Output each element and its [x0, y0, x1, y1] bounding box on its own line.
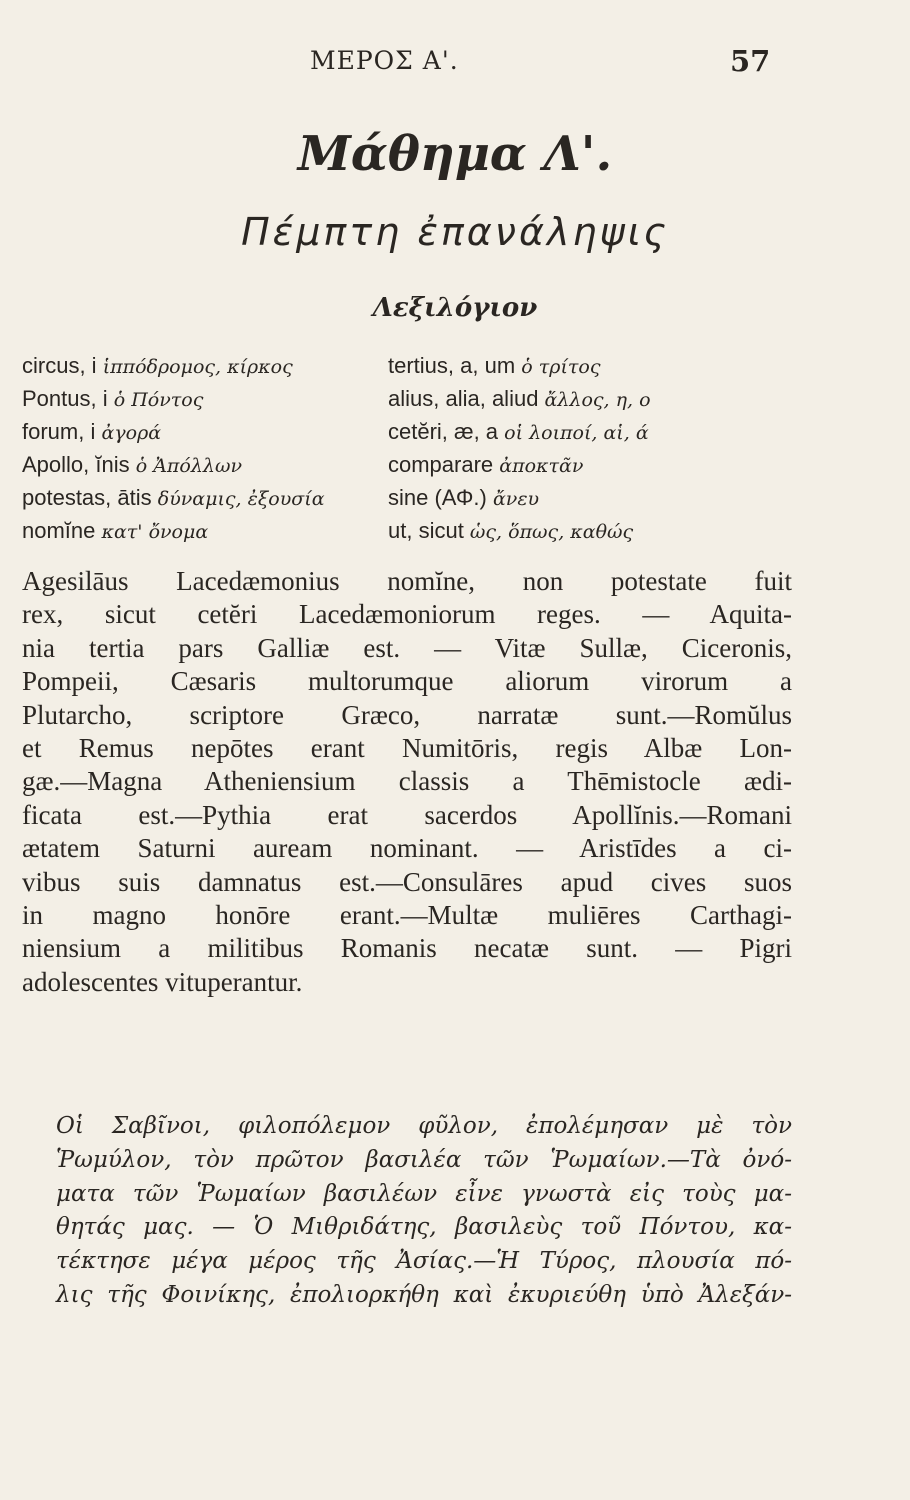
- vocab-greek: ὁ τρίτος: [521, 356, 601, 378]
- vocab-latin: tertius, a, um: [388, 353, 522, 378]
- vocabulary-column-left: [22, 349, 382, 547]
- vocab-entry: [22, 382, 382, 415]
- vocab-entry: [388, 382, 888, 415]
- text-line: τέκτησε μέγα μέρος τῆς Ἀσίας.—Ἡ Τύρος, πλουσία πό-: [56, 1248, 792, 1275]
- vocab-latin: Apollo, ĭnis: [22, 452, 136, 477]
- vocabulary-table: [22, 349, 892, 559]
- text-line: gæ.—Magna Atheniensium classis a Thēmistocle ædi-: [22, 766, 792, 797]
- vocab-greek: ἀποκτᾶν: [499, 455, 584, 477]
- vocab-entry: [388, 349, 888, 382]
- text-line: ætatem Saturni auream nominant. — Aristīdes a ci-: [22, 833, 792, 864]
- vocab-latin: alius, alia, aliud: [388, 386, 545, 411]
- vocab-entry: [22, 415, 382, 448]
- vocab-latin: ut, sicut: [388, 518, 470, 543]
- vocab-greek: δύναμις, ἐξουσία: [157, 488, 325, 510]
- vocab-greek: οἱ λοιποί, αἱ, ά: [504, 422, 649, 444]
- text-line: rex, sicut cetĕri Lacedæmoniorum reges. — Aquita-: [22, 599, 792, 630]
- text-line: λις τῆς Φοινίκης, ἐπολιορκήθη καὶ ἐκυριεύθη ὑπὸ Ἀλεξάν-: [56, 1281, 792, 1308]
- vocab-latin: cetĕri, æ, a: [388, 419, 505, 444]
- vocab-greek: κατ' ὄνομα: [101, 521, 209, 543]
- vocab-entry: [388, 415, 888, 448]
- vocab-latin: circus, i: [22, 353, 103, 378]
- lesson-title: Μάθημα Λ'.: [297, 126, 613, 182]
- text-line: ματα τῶν Ῥωμαίων βασιλέων εἶνε γνωστὰ εἰς τοὺς μα-: [56, 1180, 792, 1207]
- vocab-entry: [388, 514, 888, 547]
- vocab-latin: potestas, ātis: [22, 485, 158, 510]
- vocab-latin: sine (ΑΦ.): [388, 485, 493, 510]
- vocab-greek: ἄλλος, η, ο: [544, 389, 651, 411]
- text-line: ficata est.—Pythia erat sacerdos Apollĭnis.—Romani: [22, 799, 792, 830]
- greek-exercise-paragraph: [22, 1110, 792, 1313]
- vocab-latin: Pontus, i: [22, 386, 114, 411]
- vocabulary-column-right: [388, 349, 888, 547]
- vocab-latin: comparare: [388, 452, 500, 477]
- vocab-greek: ἄνευ: [492, 488, 540, 510]
- text-line: in magno honōre erant.—Multæ muliēres Carthagi-: [22, 900, 792, 931]
- text-line: Οἱ Σαβῖνοι, φιλοπόλεμον φῦλον, ἐπολέμησαν μὲ τὸν: [56, 1113, 792, 1139]
- vocab-greek: ὁ Πόντος: [113, 389, 204, 411]
- vocab-greek: ἱππόδρομος, κίρκος: [102, 356, 293, 378]
- text-line: Agesilāus Lacedæmonius nomĭne, non potestate fuit: [22, 566, 792, 596]
- vocab-entry: [22, 349, 382, 382]
- text-line: nia tertia pars Galliæ est. — Vitæ Sullæ, Ciceronis,: [22, 632, 792, 663]
- text-line: adolescentes vituperantur.: [22, 966, 303, 997]
- text-line: niensium a militibus Romanis necatæ sunt. — Pigri: [22, 933, 792, 964]
- vocabulary-heading: Λεξιλόγιον: [372, 293, 538, 323]
- vocab-entry: [22, 514, 382, 547]
- text-line: θητάς μας. — Ὁ Μιθριδάτης, βασιλεὺς τοῦ Πόντου, κα-: [56, 1214, 792, 1241]
- page-number: 57: [730, 44, 771, 78]
- running-head: [0, 46, 910, 86]
- text-line: Pompeii, Cæsaris multorumque aliorum virorum a: [22, 666, 792, 697]
- vocab-greek: ὡς, ὅπως, καθώς: [469, 521, 634, 543]
- text-line: et Remus nepōtes erant Numitōris, regis Albæ Lon-: [22, 733, 792, 764]
- vocab-latin: forum, i: [22, 419, 102, 444]
- text-line: vibus suis damnatus est.—Consulāres apud cives suos: [22, 866, 792, 897]
- vocab-entry: [388, 448, 888, 481]
- latin-exercise-paragraph: [22, 565, 792, 999]
- running-head-title: ΜΕΡΟΣ Α'.: [310, 46, 459, 75]
- lesson-subtitle: Πέμπτη ἐπανάληψις: [241, 210, 669, 254]
- vocab-greek: ὁ Ἀπόλλων: [135, 455, 242, 477]
- vocab-entry: [22, 481, 382, 514]
- vocab-entry: [388, 481, 888, 514]
- vocab-latin: nomĭne: [22, 518, 102, 543]
- vocab-greek: ἀγορά: [101, 422, 162, 444]
- text-line: Ῥωμύλον, τὸν πρῶτον βασιλέα τῶν Ῥωμαίων.—Τὰ ὀνό-: [56, 1146, 792, 1173]
- text-line: Plutarcho, scriptore Græco, narratæ sunt.—Romŭlus: [22, 699, 792, 730]
- vocab-entry: [22, 448, 382, 481]
